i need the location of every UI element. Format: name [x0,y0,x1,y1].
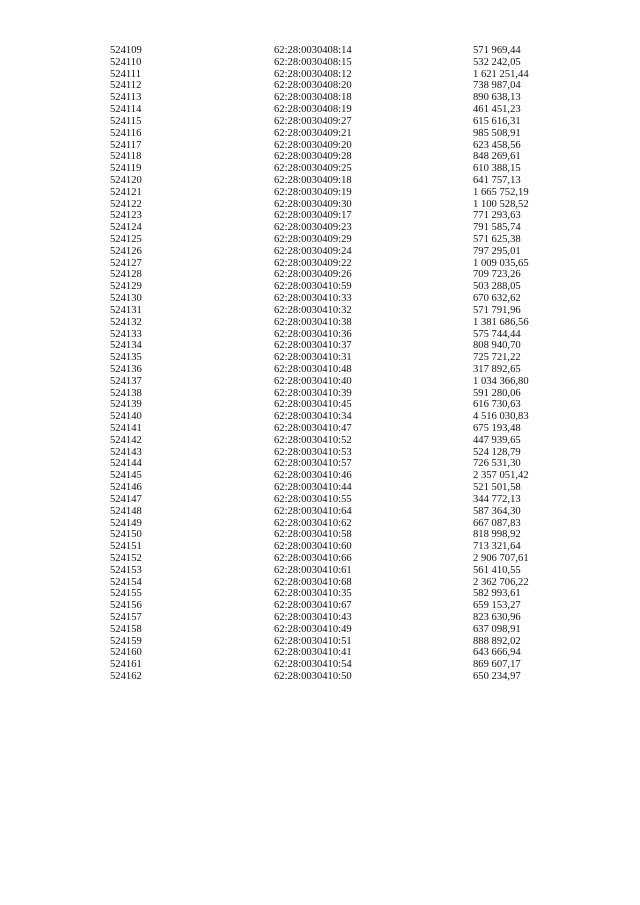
value-cell: 713 321,64 [473,541,521,553]
cadastral-number-cell: 62:28:0030408:14 [274,45,352,56]
row-number-cell: 524130 [110,293,142,305]
table-row [110,281,573,293]
value-cell: 709 723,26 [473,269,521,281]
value-cell: 521 501,58 [473,482,521,494]
row-number-cell: 524125 [110,234,142,245]
cadastral-number-cell: 62:28:0030410:61 [274,564,352,576]
table-row [110,104,573,116]
table-row [110,222,573,234]
table-row [110,199,573,211]
row-number-cell: 524157 [110,612,142,623]
cadastral-number-cell: 62:28:0030410:58 [274,529,352,541]
row-number-cell: 524138 [110,387,142,399]
table-row [110,458,573,470]
table-row [110,175,573,187]
table-row [110,671,573,683]
value-cell: 615 616,31 [473,115,521,127]
value-cell: 2 362 706,22 [473,576,529,588]
cadastral-number-cell: 62:28:0030408:12 [274,68,352,80]
row-number-cell: 524141 [110,423,142,434]
cadastral-number-cell: 62:28:0030410:66 [274,552,352,564]
value-cell: 1 665 752,19 [473,186,529,198]
cadastral-number-cell: 62:28:0030408:15 [274,56,352,68]
value-cell: 582 993,61 [473,588,521,600]
table-row [110,128,573,140]
data-table [110,45,573,683]
cadastral-number-cell: 62:28:0030410:33 [274,293,352,305]
cadastral-number-cell: 62:28:0030409:26 [274,269,352,281]
row-number-cell: 524144 [110,458,142,470]
row-number-cell: 524139 [110,399,142,411]
cadastral-number-cell: 62:28:0030410:57 [274,458,352,470]
value-cell: 561 410,55 [473,564,521,576]
row-number-cell: 524153 [110,564,142,576]
value-cell: 797 295,01 [473,245,521,257]
table-row [110,246,573,258]
cadastral-number-cell: 62:28:0030410:67 [274,600,352,612]
row-number-cell: 524147 [110,493,142,505]
table-row [110,234,573,246]
row-number-cell: 524121 [110,186,142,198]
table-row [110,399,573,411]
table-row [110,636,573,648]
value-cell: 1 034 366,80 [473,375,529,387]
row-number-cell: 524143 [110,446,142,458]
table-row [110,116,573,128]
row-number-cell: 524145 [110,470,142,482]
table-row [110,494,573,506]
value-cell: 461 451,23 [473,104,521,116]
value-cell: 637 098,91 [473,623,521,635]
table-row [110,435,573,447]
value-cell: 725 721,22 [473,352,521,364]
table-row [110,187,573,199]
table-row [110,352,573,364]
row-number-cell: 524120 [110,174,142,186]
value-cell: 791 585,74 [473,222,521,234]
cadastral-number-cell: 62:28:0030410:64 [274,505,352,517]
value-cell: 848 269,61 [473,151,521,163]
table-row [110,140,573,152]
row-number-cell: 524154 [110,576,142,588]
table-row [110,565,573,577]
row-number-cell: 524151 [110,541,142,553]
cadastral-number-cell: 62:28:0030410:37 [274,340,352,352]
cadastral-number-cell: 62:28:0030410:34 [274,411,352,423]
table-row [110,269,573,281]
table-row [110,258,573,270]
value-cell: 869 607,17 [473,659,521,671]
table-row [110,210,573,222]
value-cell: 344 772,13 [473,493,521,505]
cadastral-number-cell: 62:28:0030409:18 [274,174,352,186]
value-cell: 726 531,30 [473,458,521,470]
table-row [110,411,573,423]
cadastral-number-cell: 62:28:0030409:21 [274,127,352,139]
table-row [110,305,573,317]
value-cell: 738 987,04 [473,80,521,92]
table-row [110,423,573,435]
cadastral-number-cell: 62:28:0030410:60 [274,541,352,553]
row-number-cell: 524114 [110,104,142,116]
row-number-cell: 524115 [110,115,142,127]
row-number-cell: 524129 [110,281,142,293]
value-cell: 571 791,96 [473,304,521,316]
cadastral-number-cell: 62:28:0030410:39 [274,387,352,399]
row-number-cell: 524156 [110,600,142,612]
value-cell: 4 516 030,83 [473,411,529,423]
row-number-cell: 524111 [110,68,141,80]
row-number-cell: 524159 [110,635,142,647]
value-cell: 1 009 035,65 [473,257,529,269]
table-row [110,506,573,518]
cadastral-number-cell: 62:28:0030410:47 [274,423,352,434]
row-number-cell: 524113 [110,92,142,104]
row-number-cell: 524152 [110,552,142,564]
value-cell: 670 632,62 [473,293,521,305]
value-cell: 985 508,91 [473,127,521,139]
table-row [110,92,573,104]
value-cell: 610 388,15 [473,163,521,175]
cadastral-number-cell: 62:28:0030410:31 [274,352,352,364]
row-number-cell: 524148 [110,505,142,517]
row-number-cell: 524118 [110,151,142,163]
cadastral-number-cell: 62:28:0030410:68 [274,576,352,588]
cadastral-number-cell: 62:28:0030410:36 [274,328,352,340]
cadastral-number-cell: 62:28:0030410:45 [274,399,352,411]
value-cell: 1 100 528,52 [473,198,529,210]
row-number-cell: 524132 [110,316,142,328]
table-row [110,163,573,175]
table-row [110,624,573,636]
row-number-cell: 524146 [110,482,142,494]
table-row [110,553,573,565]
cadastral-number-cell: 62:28:0030410:40 [274,375,352,387]
table-row [110,329,573,341]
value-cell: 503 288,05 [473,281,521,293]
cadastral-number-cell: 62:28:0030409:27 [274,115,352,127]
cadastral-number-cell: 62:28:0030409:20 [274,139,352,151]
value-cell: 890 638,13 [473,92,521,104]
cadastral-number-cell: 62:28:0030410:38 [274,316,352,328]
cadastral-number-cell: 62:28:0030409:29 [274,234,352,245]
row-number-cell: 524140 [110,411,142,423]
value-cell: 447 939,65 [473,434,521,446]
cadastral-number-cell: 62:28:0030408:20 [274,80,352,92]
value-cell: 659 153,27 [473,600,521,612]
cadastral-number-cell: 62:28:0030410:35 [274,588,352,600]
cadastral-number-cell: 62:28:0030410:62 [274,517,352,529]
table-row [110,376,573,388]
table-row [110,80,573,92]
row-number-cell: 524112 [110,80,142,92]
value-cell: 650 234,97 [473,671,521,683]
cadastral-number-cell: 62:28:0030409:19 [274,186,352,198]
cadastral-number-cell: 62:28:0030409:23 [274,222,352,234]
value-cell: 317 892,65 [473,363,521,375]
cadastral-number-cell: 62:28:0030410:59 [274,281,352,293]
row-number-cell: 524131 [110,304,142,316]
value-cell: 771 293,63 [473,210,521,222]
row-number-cell: 524110 [110,56,142,68]
cadastral-number-cell: 62:28:0030410:48 [274,363,352,375]
cadastral-number-cell: 62:28:0030410:41 [274,647,352,659]
cadastral-number-cell: 62:28:0030410:55 [274,493,352,505]
table-row [110,647,573,659]
table-row [110,577,573,589]
row-number-cell: 524142 [110,434,142,446]
value-cell: 571 625,38 [473,234,521,245]
row-number-cell: 524161 [110,659,142,671]
cadastral-number-cell: 62:28:0030410:32 [274,304,352,316]
value-cell: 1 381 686,56 [473,316,529,328]
row-number-cell: 524124 [110,222,142,234]
row-number-cell: 524155 [110,588,142,600]
table-row [110,588,573,600]
value-cell: 2 906 707,61 [473,552,529,564]
table-row [110,470,573,482]
row-number-cell: 524150 [110,529,142,541]
cadastral-number-cell: 62:28:0030410:53 [274,446,352,458]
value-cell: 591 280,06 [473,387,521,399]
value-cell: 888 892,02 [473,635,521,647]
row-number-cell: 524133 [110,328,142,340]
value-cell: 575 744,44 [473,328,521,340]
row-number-cell: 524160 [110,647,142,659]
row-number-cell: 524128 [110,269,142,281]
table-row [110,600,573,612]
table-row [110,57,573,69]
row-number-cell: 524162 [110,671,142,683]
table-row [110,388,573,400]
table-row [110,659,573,671]
table-row [110,612,573,624]
row-number-cell: 524127 [110,257,142,269]
row-number-cell: 524119 [110,163,142,175]
row-number-cell: 524149 [110,517,142,529]
table-row [110,340,573,352]
value-cell: 524 128,79 [473,446,521,458]
value-cell: 818 998,92 [473,529,521,541]
value-cell: 623 458,56 [473,139,521,151]
cadastral-number-cell: 62:28:0030408:18 [274,92,352,104]
cadastral-number-cell: 62:28:0030409:28 [274,151,352,163]
value-cell: 1 621 251,44 [473,68,529,80]
cadastral-number-cell: 62:28:0030409:17 [274,210,352,222]
cadastral-number-cell: 62:28:0030410:46 [274,470,352,482]
row-number-cell: 524158 [110,623,142,635]
table-row [110,541,573,553]
value-cell: 808 940,70 [473,340,521,352]
cadastral-number-cell: 62:28:0030410:54 [274,659,352,671]
table-row [110,482,573,494]
value-cell: 571 969,44 [473,45,521,56]
value-cell: 616 730,63 [473,399,521,411]
value-cell: 643 666,94 [473,647,521,659]
row-number-cell: 524126 [110,245,142,257]
row-number-cell: 524116 [110,127,142,139]
row-number-cell: 524134 [110,340,142,352]
value-cell: 532 242,05 [473,56,521,68]
cadastral-number-cell: 62:28:0030410:43 [274,612,352,623]
cadastral-number-cell: 62:28:0030409:25 [274,163,352,175]
value-cell: 667 087,83 [473,517,521,529]
cadastral-number-cell: 62:28:0030410:44 [274,482,352,494]
cadastral-number-cell: 62:28:0030409:22 [274,257,352,269]
cadastral-number-cell: 62:28:0030410:51 [274,635,352,647]
table-body [110,45,573,683]
table-row [110,529,573,541]
row-number-cell: 524117 [110,139,142,151]
row-number-cell: 524123 [110,210,142,222]
value-cell: 823 630,96 [473,612,521,623]
row-number-cell: 524136 [110,363,142,375]
cadastral-number-cell: 62:28:0030408:19 [274,104,352,116]
row-number-cell: 524122 [110,198,142,210]
value-cell: 587 364,30 [473,505,521,517]
cadastral-number-cell: 62:28:0030409:24 [274,245,352,257]
value-cell: 2 357 051,42 [473,470,529,482]
value-cell: 675 193,48 [473,423,521,434]
table-row [110,364,573,376]
table-row [110,151,573,163]
cadastral-number-cell: 62:28:0030409:30 [274,198,352,210]
table-row [110,69,573,81]
table-row [110,293,573,305]
table-row [110,518,573,530]
table-row [110,317,573,329]
cadastral-number-cell: 62:28:0030410:52 [274,434,352,446]
table-row [110,45,573,57]
cadastral-number-cell: 62:28:0030410:50 [274,671,352,683]
row-number-cell: 524109 [110,45,142,56]
row-number-cell: 524135 [110,352,142,364]
table-row [110,447,573,459]
cadastral-number-cell: 62:28:0030410:49 [274,623,352,635]
value-cell: 641 757,13 [473,174,521,186]
row-number-cell: 524137 [110,375,142,387]
